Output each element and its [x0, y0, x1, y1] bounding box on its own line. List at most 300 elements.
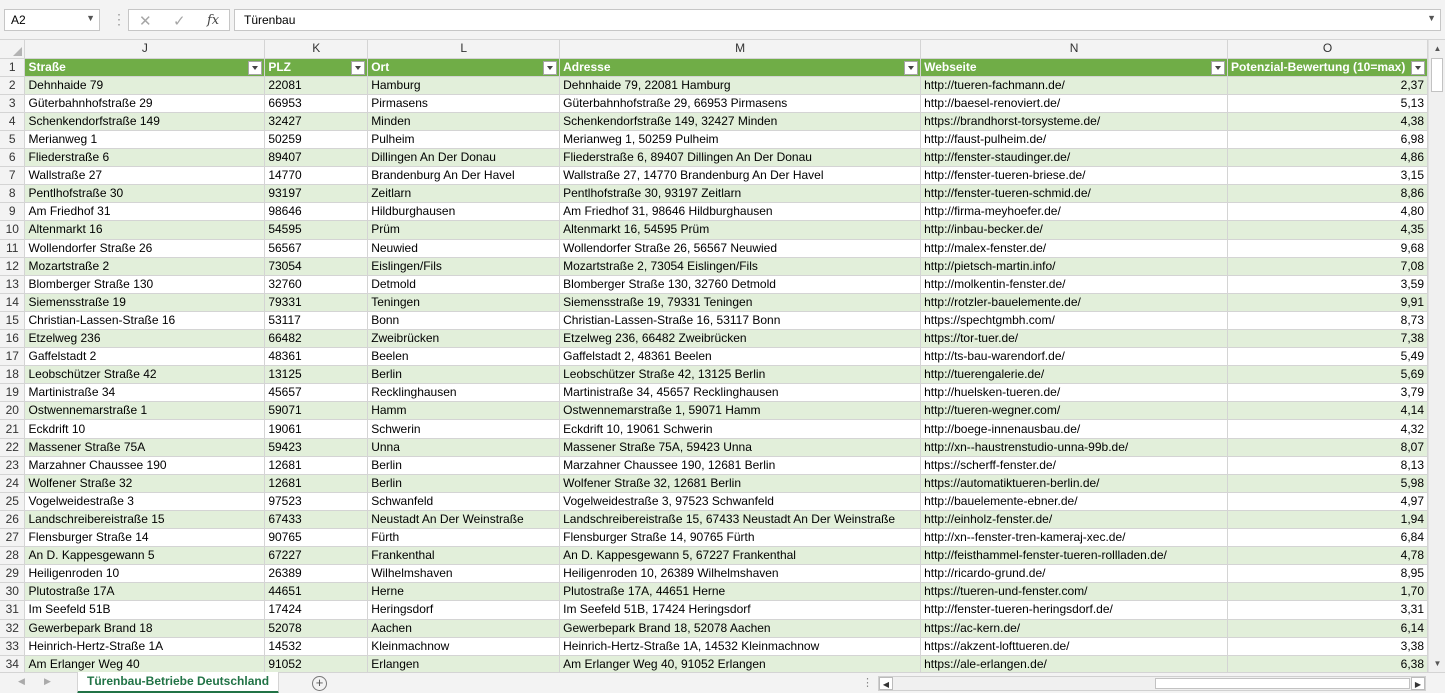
cell-webseite[interactable]: http://tuerengalerie.de/ [921, 366, 1228, 384]
formula-bar-grip-icon: ⋮ [112, 11, 126, 27]
cell-plz[interactable]: 93197 [265, 185, 368, 203]
scroll-left-icon[interactable]: ◀ [879, 677, 893, 690]
table-row [0, 474, 1428, 492]
cell-bewertung[interactable]: 3,59 [1227, 275, 1427, 293]
cell-ort[interactable]: Kleinmachnow [368, 637, 560, 655]
cell-webseite[interactable]: http://pietsch-martin.info/ [921, 257, 1228, 275]
cell-bewertung[interactable]: 4,14 [1227, 402, 1427, 420]
cell-plz[interactable]: 26389 [265, 565, 368, 583]
cell-adresse[interactable]: Wolfener Straße 32, 12681 Berlin [560, 474, 921, 492]
cell-plz[interactable]: 13125 [265, 366, 368, 384]
scroll-right-icon[interactable]: ▶ [1411, 677, 1425, 690]
cancel-icon[interactable]: ✕ [139, 13, 152, 30]
formula-input[interactable] [234, 9, 1441, 31]
sheet-table [0, 40, 1428, 672]
row-number[interactable]: 19 [0, 384, 25, 402]
expand-formula-bar-icon[interactable]: ▼ [1427, 13, 1436, 23]
cell-ort[interactable]: Zweibrücken [368, 330, 560, 348]
cell-bewertung[interactable]: 9,68 [1227, 239, 1427, 257]
row-number[interactable]: 23 [0, 456, 25, 474]
cell-webseite[interactable]: http://ricardo-grund.de/ [921, 565, 1228, 583]
table-row [0, 402, 1428, 420]
filter-dropdown-icon[interactable] [1411, 61, 1425, 75]
spreadsheet-grid [0, 40, 1428, 672]
cell-strasse[interactable]: Am Friedhof 31 [25, 203, 265, 221]
cell-ort[interactable]: Pirmasens [368, 94, 560, 112]
cell-ort[interactable]: Recklinghausen [368, 384, 560, 402]
name-box-dropdown-icon[interactable]: ▼ [86, 13, 95, 23]
cell-bewertung[interactable]: 8,95 [1227, 565, 1427, 583]
next-sheet-icon[interactable]: ▶ [44, 676, 51, 686]
cell-ort[interactable]: Berlin [368, 474, 560, 492]
cell-bewertung[interactable]: 6,98 [1227, 130, 1427, 148]
cell-webseite[interactable]: http://einholz-fenster.de/ [921, 510, 1228, 528]
cell-strasse[interactable]: Etzelweg 236 [25, 330, 265, 348]
row-number[interactable]: 31 [0, 601, 25, 619]
cell-adresse[interactable]: Wollendorfer Straße 26, 56567 Neuwied [560, 239, 921, 257]
cell-plz[interactable]: 12681 [265, 474, 368, 492]
cell-plz[interactable]: 12681 [265, 456, 368, 474]
cell-plz[interactable]: 14770 [265, 167, 368, 185]
cell-adresse[interactable]: Dehnhaide 79, 22081 Hamburg [560, 76, 921, 94]
cell-plz[interactable]: 52078 [265, 619, 368, 637]
cell-bewertung[interactable]: 4,97 [1227, 492, 1427, 510]
cell-plz[interactable]: 22081 [265, 76, 368, 94]
cell-plz[interactable]: 91052 [265, 655, 368, 672]
cell-strasse[interactable]: Eckdrift 10 [25, 420, 265, 438]
cell-bewertung[interactable]: 7,38 [1227, 330, 1427, 348]
cell-ort[interactable]: Berlin [368, 456, 560, 474]
cell-adresse[interactable]: Plutostraße 17A, 44651 Herne [560, 583, 921, 601]
add-sheet-icon[interactable]: + [312, 676, 327, 691]
cell-plz[interactable]: 54595 [265, 221, 368, 239]
cell-strasse[interactable]: Merianweg 1 [25, 130, 265, 148]
table-row [0, 655, 1428, 672]
cell-ort[interactable]: Unna [368, 438, 560, 456]
cell-strasse[interactable]: Wallstraße 27 [25, 167, 265, 185]
table-row [0, 221, 1428, 239]
cell-ort[interactable]: Aachen [368, 619, 560, 637]
column-header-j[interactable]: J [25, 40, 265, 58]
cell-webseite[interactable]: http://malex-fenster.de/ [921, 239, 1228, 257]
row-number[interactable]: 33 [0, 637, 25, 655]
cell-plz[interactable]: 50259 [265, 130, 368, 148]
row-number[interactable]: 18 [0, 366, 25, 384]
table-row [0, 619, 1428, 637]
cell-webseite[interactable]: http://feisthammel-fenster-tueren-rollladen.de/ [921, 547, 1228, 565]
cell-adresse[interactable]: Altenmarkt 16, 54595 Prüm [560, 221, 921, 239]
cell-adresse[interactable]: An D. Kappesgewann 5, 67227 Frankenthal [560, 547, 921, 565]
cell-adresse[interactable]: Leobschützer Straße 42, 13125 Berlin [560, 366, 921, 384]
column-header-k[interactable]: K [265, 40, 368, 58]
cell-webseite[interactable]: http://baesel-renoviert.de/ [921, 94, 1228, 112]
header-label: Ort [371, 59, 390, 74]
cell-strasse[interactable]: Wollendorfer Straße 26 [25, 239, 265, 257]
cell-webseite[interactable]: https://brandhorst-torsysteme.de/ [921, 112, 1228, 130]
cell-plz[interactable]: 89407 [265, 149, 368, 167]
cell-bewertung[interactable]: 8,07 [1227, 438, 1427, 456]
cell-adresse[interactable]: Mozartstraße 2, 73054 Eislingen/Fils [560, 257, 921, 275]
cell-adresse[interactable]: Am Friedhof 31, 98646 Hildburghausen [560, 203, 921, 221]
cell-ort[interactable]: Teningen [368, 293, 560, 311]
cell-bewertung[interactable]: 9,91 [1227, 293, 1427, 311]
header-cell-bewertung[interactable] [1227, 58, 1427, 76]
table-row [0, 492, 1428, 510]
cell-adresse[interactable]: Schenkendorfstraße 149, 32427 Minden [560, 112, 921, 130]
cell-plz[interactable]: 19061 [265, 420, 368, 438]
cell-bewertung[interactable]: 5,69 [1227, 366, 1427, 384]
table-row [0, 510, 1428, 528]
cell-strasse[interactable]: Landschreibereistraße 15 [25, 510, 265, 528]
cell-bewertung[interactable]: 2,37 [1227, 76, 1427, 94]
cell-strasse[interactable]: Heinrich-Hertz-Straße 1A [25, 637, 265, 655]
cell-ort[interactable]: Erlangen [368, 655, 560, 672]
horizontal-scrollbar[interactable] [878, 676, 1426, 691]
cell-ort[interactable]: Wilhelmshaven [368, 565, 560, 583]
cell-webseite[interactable]: http://molkentin-fenster.de/ [921, 275, 1228, 293]
formula-bar [0, 0, 1445, 40]
column-header-o[interactable]: O [1227, 40, 1427, 58]
data-rows [0, 76, 1428, 672]
table-row [0, 203, 1428, 221]
cell-strasse[interactable]: Gewerbepark Brand 18 [25, 619, 265, 637]
row-number[interactable]: 28 [0, 547, 25, 565]
cell-bewertung[interactable]: 3,38 [1227, 637, 1427, 655]
row-number[interactable]: 11 [0, 239, 25, 257]
row-number[interactable]: 13 [0, 275, 25, 293]
enter-icon[interactable]: ✓ [173, 13, 186, 30]
cell-webseite[interactable]: https://ac-kern.de/ [921, 619, 1228, 637]
row-number[interactable]: 7 [0, 167, 25, 185]
cell-ort[interactable]: Fürth [368, 529, 560, 547]
cell-webseite[interactable]: https://ale-erlangen.de/ [921, 655, 1228, 672]
cell-plz[interactable]: 17424 [265, 601, 368, 619]
header-cell-ort[interactable] [368, 58, 560, 76]
cell-plz[interactable]: 44651 [265, 583, 368, 601]
header-label: Straße [28, 59, 66, 74]
row-number[interactable]: 1 [0, 58, 25, 76]
cell-strasse[interactable]: Fliederstraße 6 [25, 149, 265, 167]
row-number[interactable]: 24 [0, 474, 25, 492]
cell-strasse[interactable]: Am Erlanger Weg 40 [25, 655, 265, 672]
cell-strasse[interactable]: Flensburger Straße 14 [25, 529, 265, 547]
formula-controls [128, 9, 230, 31]
cell-strasse[interactable]: Gaffelstadt 2 [25, 348, 265, 366]
cell-webseite[interactable]: http://tueren-wegner.com/ [921, 402, 1228, 420]
header-cell-plz[interactable] [265, 58, 368, 76]
cell-bewertung[interactable]: 5,98 [1227, 474, 1427, 492]
cell-bewertung[interactable]: 8,13 [1227, 456, 1427, 474]
cell-adresse[interactable]: Vogelweidestraße 3, 97523 Schwanfeld [560, 492, 921, 510]
cell-adresse[interactable]: Marzahner Chaussee 190, 12681 Berlin [560, 456, 921, 474]
row-number[interactable]: 2 [0, 76, 25, 94]
row-number[interactable]: 10 [0, 221, 25, 239]
cell-bewertung[interactable]: 1,70 [1227, 583, 1427, 601]
cell-adresse[interactable]: Wallstraße 27, 14770 Brandenburg An Der Havel [560, 167, 921, 185]
vertical-scroll-thumb[interactable] [1431, 58, 1443, 92]
row-number[interactable]: 30 [0, 583, 25, 601]
cell-adresse[interactable]: Etzelweg 236, 66482 Zweibrücken [560, 330, 921, 348]
row-number[interactable]: 16 [0, 330, 25, 348]
cell-webseite[interactable]: http://bauelemente-ebner.de/ [921, 492, 1228, 510]
table-row [0, 601, 1428, 619]
cell-bewertung[interactable]: 4,86 [1227, 149, 1427, 167]
row-number[interactable]: 26 [0, 510, 25, 528]
scroll-down-icon[interactable]: ▼ [1433, 659, 1442, 668]
cell-ort[interactable]: Neuwied [368, 239, 560, 257]
cell-webseite[interactable]: http://tueren-fachmann.de/ [921, 76, 1228, 94]
cell-webseite[interactable]: http://rotzler-bauelemente.de/ [921, 293, 1228, 311]
cell-bewertung[interactable]: 7,08 [1227, 257, 1427, 275]
cell-bewertung[interactable]: 8,86 [1227, 185, 1427, 203]
header-label: PLZ [268, 59, 291, 74]
cell-strasse[interactable]: Heiligenroden 10 [25, 565, 265, 583]
cell-ort[interactable]: Frankenthal [368, 547, 560, 565]
cell-plz[interactable]: 97523 [265, 492, 368, 510]
cell-adresse[interactable]: Siemensstraße 19, 79331 Teningen [560, 293, 921, 311]
cell-bewertung[interactable]: 3,15 [1227, 167, 1427, 185]
cell-ort[interactable]: Minden [368, 112, 560, 130]
cell-ort[interactable]: Hamburg [368, 76, 560, 94]
cell-strasse[interactable]: Plutostraße 17A [25, 583, 265, 601]
cell-adresse[interactable]: Massener Straße 75A, 59423 Unna [560, 438, 921, 456]
cell-strasse[interactable]: Altenmarkt 16 [25, 221, 265, 239]
cell-plz[interactable]: 53117 [265, 311, 368, 329]
row-number[interactable]: 27 [0, 529, 25, 547]
select-all-corner[interactable] [0, 40, 25, 58]
cell-strasse[interactable]: An D. Kappesgewann 5 [25, 547, 265, 565]
cell-strasse[interactable]: Güterbahnhofstraße 29 [25, 94, 265, 112]
cell-strasse[interactable]: Im Seefeld 51B [25, 601, 265, 619]
row-number[interactable]: 6 [0, 149, 25, 167]
filter-dropdown-icon[interactable] [248, 61, 262, 75]
filter-dropdown-icon[interactable] [1211, 61, 1225, 75]
cell-ort[interactable]: Hildburghausen [368, 203, 560, 221]
name-box[interactable] [4, 9, 100, 31]
column-header-l[interactable]: L [368, 40, 560, 58]
cell-adresse[interactable]: Blomberger Straße 130, 32760 Detmold [560, 275, 921, 293]
cell-bewertung[interactable]: 5,13 [1227, 94, 1427, 112]
sheet-tab-active[interactable]: Türenbau-Betriebe Deutschland [77, 672, 279, 693]
row-number[interactable]: 5 [0, 130, 25, 148]
cell-plz[interactable]: 48361 [265, 348, 368, 366]
cell-plz[interactable]: 67227 [265, 547, 368, 565]
cell-webseite[interactable]: http://fenster-tueren-heringsdorf.de/ [921, 601, 1228, 619]
cell-ort[interactable]: Eislingen/Fils [368, 257, 560, 275]
cell-plz[interactable]: 79331 [265, 293, 368, 311]
cell-adresse[interactable]: Im Seefeld 51B, 17424 Heringsdorf [560, 601, 921, 619]
table-row [0, 257, 1428, 275]
cell-webseite[interactable]: https://tueren-und-fenster.com/ [921, 583, 1228, 601]
row-number[interactable]: 9 [0, 203, 25, 221]
row-number[interactable]: 25 [0, 492, 25, 510]
cell-bewertung[interactable]: 1,94 [1227, 510, 1427, 528]
row-number[interactable]: 8 [0, 185, 25, 203]
column-header-n[interactable]: N [921, 40, 1228, 58]
cell-ort[interactable]: Berlin [368, 366, 560, 384]
cell-strasse[interactable]: Blomberger Straße 130 [25, 275, 265, 293]
cell-bewertung[interactable]: 4,32 [1227, 420, 1427, 438]
cell-adresse[interactable]: Heiligenroden 10, 26389 Wilhelmshaven [560, 565, 921, 583]
cell-bewertung[interactable]: 4,38 [1227, 112, 1427, 130]
cell-ort[interactable]: Brandenburg An Der Havel [368, 167, 560, 185]
cell-webseite[interactable]: http://boege-innenausbau.de/ [921, 420, 1228, 438]
header-cell-strasse[interactable] [25, 58, 265, 76]
table-row [0, 348, 1428, 366]
header-label: Potenzial-Bewertung (10=max) [1230, 59, 1406, 74]
row-number[interactable]: 22 [0, 438, 25, 456]
cell-strasse[interactable]: Marzahner Chaussee 190 [25, 456, 265, 474]
row-number[interactable]: 14 [0, 293, 25, 311]
header-cell-adresse[interactable] [560, 58, 921, 76]
cell-ort[interactable]: Herne [368, 583, 560, 601]
scroll-up-icon[interactable]: ▲ [1433, 44, 1442, 53]
column-header-m[interactable]: M [560, 40, 921, 58]
cell-strasse[interactable]: Siemensstraße 19 [25, 293, 265, 311]
row-number[interactable]: 3 [0, 94, 25, 112]
insert-function-icon[interactable]: fx [207, 13, 220, 28]
cell-strasse[interactable]: Christian-Lassen-Straße 16 [25, 311, 265, 329]
table-row [0, 112, 1428, 130]
cell-ort[interactable]: Bonn [368, 311, 560, 329]
cell-adresse[interactable]: Flensburger Straße 14, 90765 Fürth [560, 529, 921, 547]
cell-plz[interactable]: 32760 [265, 275, 368, 293]
cell-webseite[interactable]: http://fenster-tueren-schmid.de/ [921, 185, 1228, 203]
cell-ort[interactable]: Prüm [368, 221, 560, 239]
cell-adresse[interactable]: Gewerbepark Brand 18, 52078 Aachen [560, 619, 921, 637]
cell-webseite[interactable]: http://faust-pulheim.de/ [921, 130, 1228, 148]
row-number[interactable]: 4 [0, 112, 25, 130]
cell-plz[interactable]: 73054 [265, 257, 368, 275]
cell-strasse[interactable]: Massener Straße 75A [25, 438, 265, 456]
cell-strasse[interactable]: Ostwennemarstraße 1 [25, 402, 265, 420]
table-row [0, 547, 1428, 565]
cell-ort[interactable]: Heringsdorf [368, 601, 560, 619]
cell-webseite[interactable]: http://fenster-tueren-briese.de/ [921, 167, 1228, 185]
cell-webseite[interactable]: http://xn--haustrenstudio-unna-99b.de/ [921, 438, 1228, 456]
cell-bewertung[interactable]: 6,38 [1227, 655, 1427, 672]
cell-adresse[interactable]: Heinrich-Hertz-Straße 1A, 14532 Kleinmachnow [560, 637, 921, 655]
cell-bewertung[interactable]: 3,79 [1227, 384, 1427, 402]
cell-webseite[interactable]: https://akzent-lofttueren.de/ [921, 637, 1228, 655]
cell-adresse[interactable]: Landschreibereistraße 15, 67433 Neustadt An Der Weinstraße [560, 510, 921, 528]
cell-plz[interactable]: 14532 [265, 637, 368, 655]
row-number[interactable]: 20 [0, 402, 25, 420]
cell-plz[interactable]: 56567 [265, 239, 368, 257]
vertical-scrollbar[interactable] [1428, 40, 1445, 672]
header-label: Webseite [924, 59, 977, 74]
cell-plz[interactable]: 90765 [265, 529, 368, 547]
cell-plz[interactable]: 66953 [265, 94, 368, 112]
row-number[interactable]: 17 [0, 348, 25, 366]
cell-webseite[interactable]: https://spechtgmbh.com/ [921, 311, 1228, 329]
cell-ort[interactable]: Schwerin [368, 420, 560, 438]
cell-adresse[interactable]: Eckdrift 10, 19061 Schwerin [560, 420, 921, 438]
table-row [0, 311, 1428, 329]
row-number[interactable]: 15 [0, 311, 25, 329]
cell-bewertung[interactable]: 3,31 [1227, 601, 1427, 619]
cell-webseite[interactable]: http://inbau-becker.de/ [921, 221, 1228, 239]
cell-ort[interactable]: Hamm [368, 402, 560, 420]
cell-plz[interactable]: 32427 [265, 112, 368, 130]
cell-adresse[interactable]: Ostwennemarstraße 1, 59071 Hamm [560, 402, 921, 420]
filter-dropdown-icon[interactable] [351, 61, 365, 75]
cell-strasse[interactable]: Schenkendorfstraße 149 [25, 112, 265, 130]
row-number[interactable]: 21 [0, 420, 25, 438]
row-number[interactable]: 29 [0, 565, 25, 583]
cell-ort[interactable]: Neustadt An Der Weinstraße [368, 510, 560, 528]
filter-dropdown-icon[interactable] [904, 61, 918, 75]
cell-ort[interactable]: Beelen [368, 348, 560, 366]
horizontal-scroll-thumb[interactable] [1155, 678, 1410, 689]
cell-ort[interactable]: Pulheim [368, 130, 560, 148]
cell-strasse[interactable]: Wolfener Straße 32 [25, 474, 265, 492]
previous-sheet-icon[interactable]: ◀ [18, 676, 25, 686]
cell-strasse[interactable]: Vogelweidestraße 3 [25, 492, 265, 510]
cell-adresse[interactable]: Gaffelstadt 2, 48361 Beelen [560, 348, 921, 366]
cell-webseite[interactable]: http://huelsken-tueren.de/ [921, 384, 1228, 402]
cell-bewertung[interactable]: 8,73 [1227, 311, 1427, 329]
cell-adresse[interactable]: Christian-Lassen-Straße 16, 53117 Bonn [560, 311, 921, 329]
cell-plz[interactable]: 59071 [265, 402, 368, 420]
cell-webseite[interactable]: http://ts-bau-warendorf.de/ [921, 348, 1228, 366]
cell-ort[interactable]: Zeitlarn [368, 185, 560, 203]
cell-adresse[interactable]: Martinistraße 34, 45657 Recklinghausen [560, 384, 921, 402]
cell-adresse[interactable]: Güterbahnhofstraße 29, 66953 Pirmasens [560, 94, 921, 112]
cell-webseite[interactable]: https://tor-tuer.de/ [921, 330, 1228, 348]
cell-adresse[interactable]: Fliederstraße 6, 89407 Dillingen An Der Donau [560, 149, 921, 167]
cell-bewertung[interactable]: 5,49 [1227, 348, 1427, 366]
cell-bewertung[interactable]: 4,78 [1227, 547, 1427, 565]
cell-strasse[interactable]: Leobschützer Straße 42 [25, 366, 265, 384]
tab-split-handle-icon[interactable]: ⋮ [862, 677, 873, 689]
cell-strasse[interactable]: Martinistraße 34 [25, 384, 265, 402]
cell-webseite[interactable]: http://fenster-staudinger.de/ [921, 149, 1228, 167]
cell-plz[interactable]: 59423 [265, 438, 368, 456]
table-row [0, 167, 1428, 185]
table-row [0, 637, 1428, 655]
cell-bewertung[interactable]: 4,35 [1227, 221, 1427, 239]
filter-dropdown-icon[interactable] [543, 61, 557, 75]
cell-plz[interactable]: 67433 [265, 510, 368, 528]
cell-webseite[interactable]: http://xn--fenster-tren-kameraj-xec.de/ [921, 529, 1228, 547]
cell-adresse[interactable]: Am Erlanger Weg 40, 91052 Erlangen [560, 655, 921, 672]
cell-strasse[interactable]: Mozartstraße 2 [25, 257, 265, 275]
cell-webseite[interactable]: https://automatiktueren-berlin.de/ [921, 474, 1228, 492]
cell-adresse[interactable]: Merianweg 1, 50259 Pulheim [560, 130, 921, 148]
cell-webseite[interactable]: https://scherff-fenster.de/ [921, 456, 1228, 474]
cell-strasse[interactable]: Pentlhofstraße 30 [25, 185, 265, 203]
cell-bewertung[interactable]: 6,14 [1227, 619, 1427, 637]
cell-bewertung[interactable]: 6,84 [1227, 529, 1427, 547]
cell-webseite[interactable]: http://firma-meyhoefer.de/ [921, 203, 1228, 221]
cell-strasse[interactable]: Dehnhaide 79 [25, 76, 265, 94]
table-row [0, 130, 1428, 148]
cell-plz[interactable]: 45657 [265, 384, 368, 402]
cell-plz[interactable]: 98646 [265, 203, 368, 221]
cell-ort[interactable]: Dillingen An Der Donau [368, 149, 560, 167]
row-number[interactable]: 32 [0, 619, 25, 637]
cell-ort[interactable]: Schwanfeld [368, 492, 560, 510]
table-row [0, 438, 1428, 456]
cell-ort[interactable]: Detmold [368, 275, 560, 293]
header-cell-webseite[interactable] [921, 58, 1228, 76]
cell-bewertung[interactable]: 4,80 [1227, 203, 1427, 221]
cell-adresse[interactable]: Pentlhofstraße 30, 93197 Zeitlarn [560, 185, 921, 203]
cell-plz[interactable]: 66482 [265, 330, 368, 348]
row-number[interactable]: 34 [0, 655, 25, 672]
row-number[interactable]: 12 [0, 257, 25, 275]
